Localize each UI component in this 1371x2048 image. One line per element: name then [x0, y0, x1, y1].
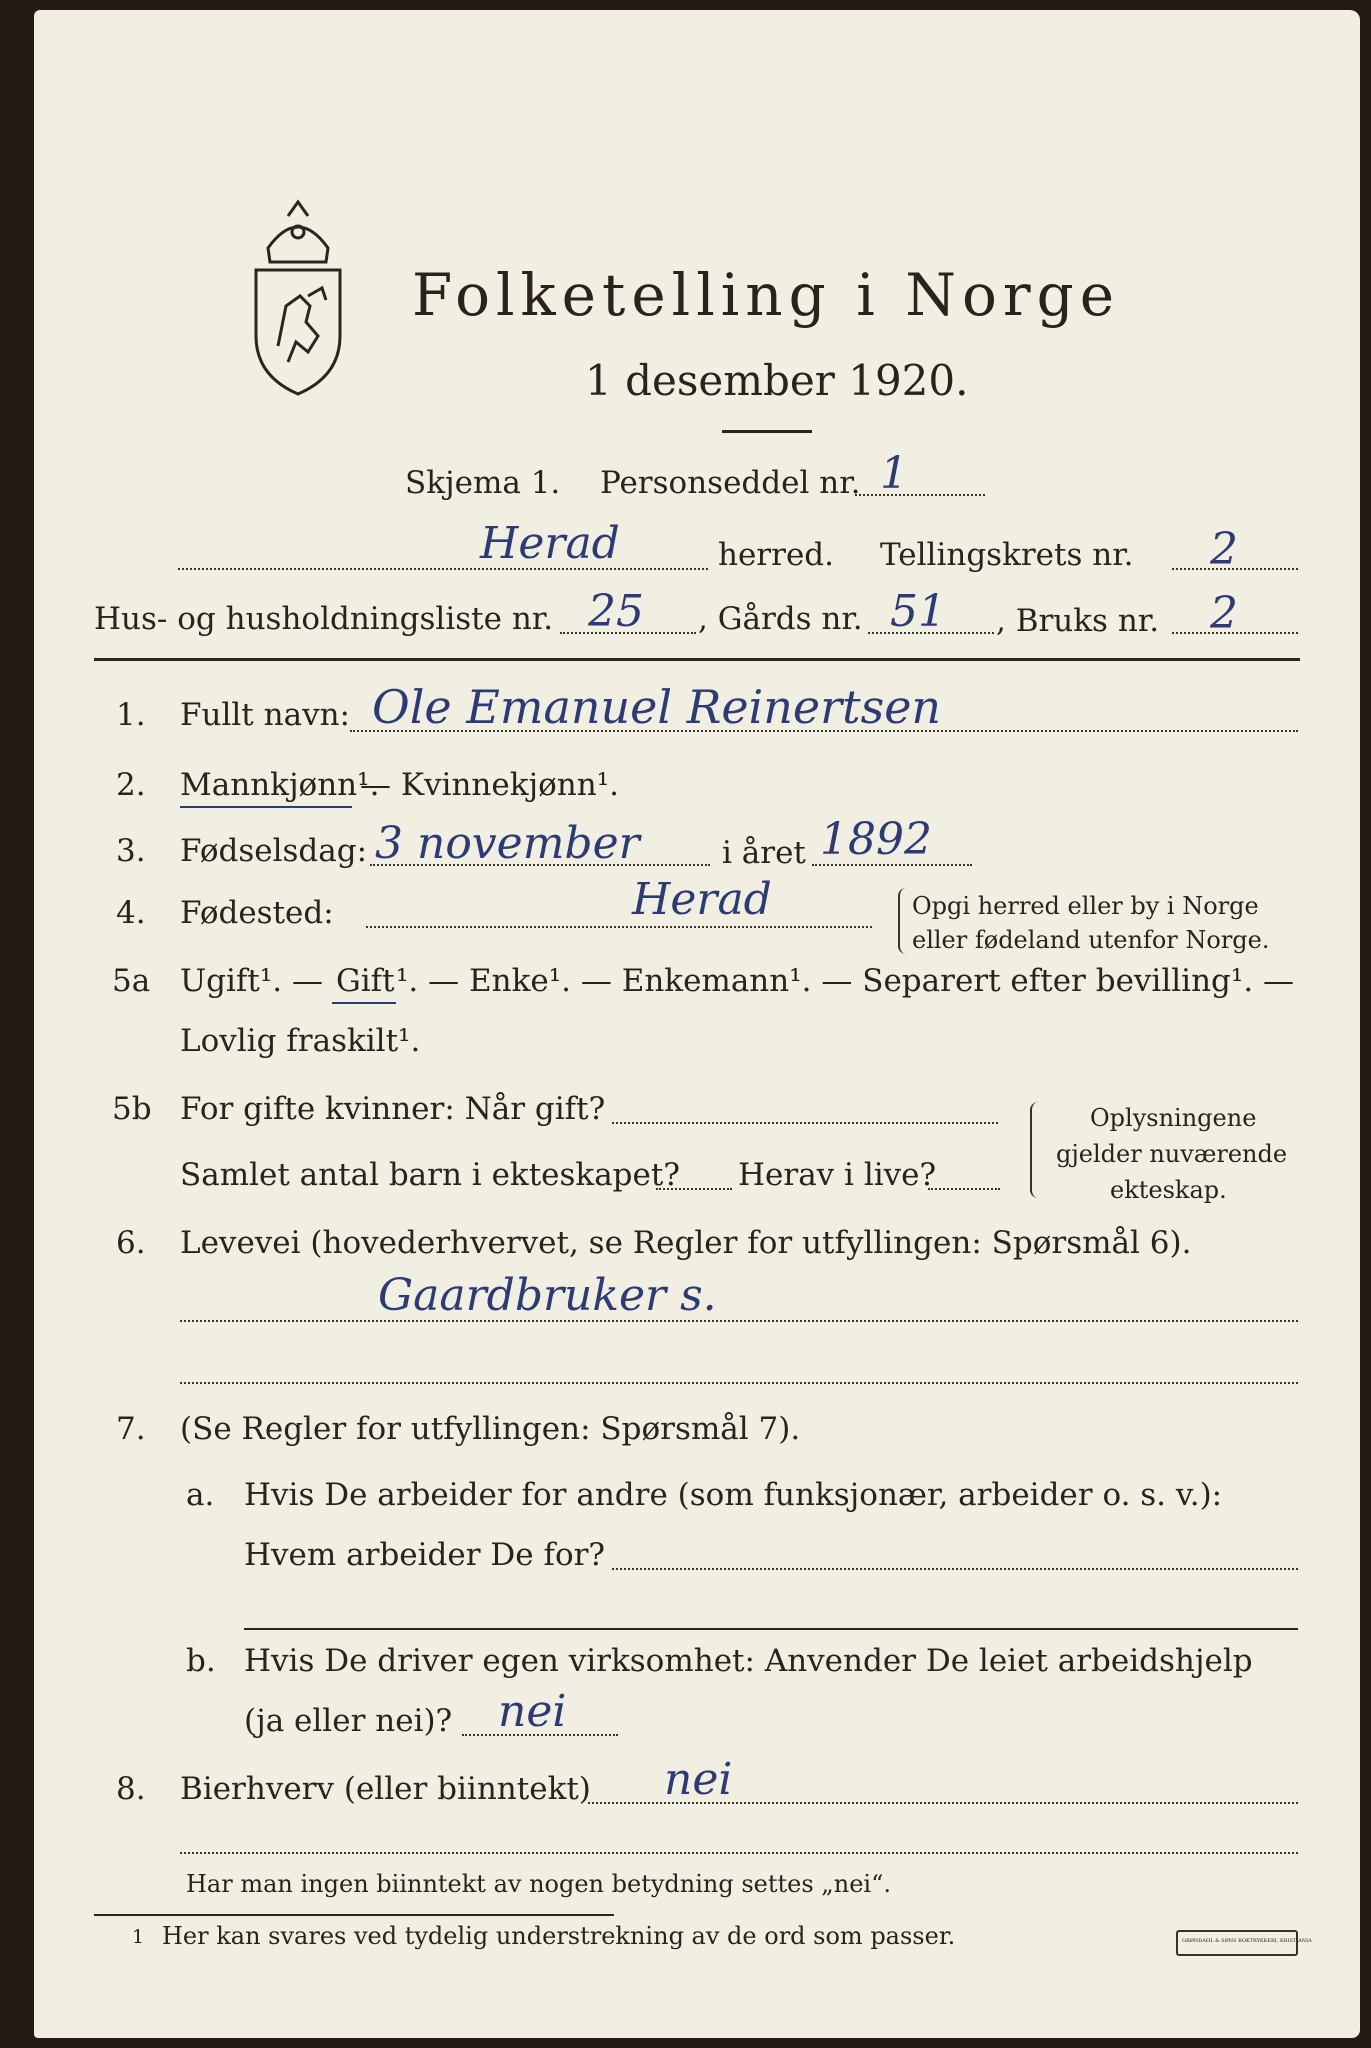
personseddel-label: Personseddel nr. — [600, 465, 861, 501]
q8-line2 — [180, 1852, 1298, 1854]
q2-mann-underline — [180, 806, 352, 808]
tellingskrets-label: Tellingskrets nr. — [880, 537, 1134, 573]
q7-number: 7. — [116, 1411, 146, 1447]
census-date: 1 desember 1920. — [585, 356, 969, 405]
birth-year-value: 1892 — [820, 814, 932, 865]
q5b-note1: Oplysningene — [1090, 1104, 1257, 1132]
coat-of-arms-icon — [248, 196, 348, 398]
q7a-line2-dots — [612, 1568, 1298, 1570]
q8-label: Bierhverv (eller biinntekt) — [180, 1771, 591, 1807]
q5a-number: 5a — [112, 963, 151, 999]
skjema-label: Skjema 1. — [405, 465, 561, 501]
q2-rest: — Kvinnekjønn¹. — [360, 767, 619, 803]
q7-label: (Se Regler for utfyllingen: Spørsmål 7). — [180, 1411, 801, 1447]
q5b-line2b-dots — [928, 1188, 1000, 1190]
gards-value: 51 — [890, 586, 946, 637]
q5b-line2b: Herav i live? — [738, 1157, 937, 1193]
q4-note1: Opgi herred eller by i Norge — [912, 892, 1259, 920]
q7b-value: nei — [498, 1686, 567, 1737]
gards-label: , Gårds nr. — [698, 601, 863, 637]
birthplace-value: Herad — [632, 874, 772, 925]
q4-note2: eller fødeland utenfor Norge. — [912, 926, 1270, 954]
q7b-number: b. — [186, 1643, 216, 1679]
q4-label: Fødested: — [180, 895, 334, 931]
q7a-line1: Hvis De arbeider for andre (som funksjonær, arbeider o. s. v.): — [244, 1477, 1223, 1513]
side-income-value: nei — [664, 1754, 733, 1805]
footnote-number: 1 — [132, 1926, 145, 1948]
occupation-value: Gaardbruker s. — [378, 1270, 717, 1321]
husliste-label: Hus- og husholdningsliste nr. — [94, 601, 554, 637]
q6-line1 — [180, 1320, 1298, 1322]
q7b-line2: (ja eller nei)? — [244, 1703, 453, 1739]
q5b-line1: For gifte kvinner: Når gift? — [180, 1091, 606, 1127]
herred-value: Herad — [480, 518, 620, 569]
q1-label: Fullt navn: — [180, 697, 350, 733]
personseddel-line — [855, 494, 985, 496]
q7a-number: a. — [186, 1477, 215, 1513]
q5b-note3: ekteskap. — [1110, 1176, 1227, 1204]
form-title: Folketelling i Norge — [412, 261, 1121, 329]
tellingskrets-value: 2 — [1210, 524, 1238, 575]
q5a-rest: ¹. — Enke¹. — Enkemann¹. — Separert efter bevilling¹. — — [396, 963, 1295, 999]
q5b-brace — [1030, 1102, 1040, 1198]
q4-line — [366, 926, 872, 928]
q5a-ugift: Ugift¹. — — [180, 963, 323, 999]
q3-year-label: i året — [722, 835, 806, 871]
bruks-value: 2 — [1210, 588, 1238, 639]
q3-number: 3. — [116, 833, 146, 869]
q7b-line1: Hvis De driver egen virksomhet: Anvender De leiet arbeidshjelp — [244, 1643, 1253, 1679]
q5b-line2a: Samlet antal barn i ekteskapet? — [180, 1157, 680, 1193]
q5a-line2: Lovlig fraskilt¹. — [180, 1023, 421, 1059]
q8-number: 8. — [116, 1771, 146, 1807]
herred-line — [178, 568, 708, 570]
q2-mann: Mannkjønn¹. — [180, 767, 380, 803]
herred-label: herred. — [718, 537, 834, 573]
q1-number: 1. — [116, 697, 146, 733]
full-name-value: Ole Emanuel Reinertsen — [372, 680, 942, 734]
printer-stamp-text: GRØNDAHL & SØNS BOKTRYKKERI, KRISTIANIA — [1182, 1938, 1312, 1944]
personseddel-value: 1 — [880, 448, 908, 499]
husliste-value: 25 — [588, 586, 644, 637]
q7a-line2: Hvem arbeider De for? — [244, 1537, 606, 1573]
header-rule — [94, 658, 1300, 661]
footer-note: Har man ingen biinntekt av nogen betydning settes „nei“. — [186, 1870, 891, 1898]
q6-number: 6. — [116, 1225, 146, 1261]
bruks-label: , Bruks nr. — [996, 603, 1160, 639]
footnote-text: Her kan svares ved tydelig understrekning av de ord som passer. — [162, 1922, 956, 1950]
q6-line2 — [180, 1382, 1298, 1384]
q4-number: 4. — [116, 895, 146, 931]
q5b-line2a-dots — [656, 1188, 732, 1190]
q6-label: Levevei (hovederhvervet, se Regler for utfyllingen: Spørsmål 6). — [180, 1225, 1192, 1261]
q5b-number: 5b — [112, 1091, 152, 1127]
q5b-note2: gjelder nuværende — [1056, 1140, 1288, 1168]
footnote-rule — [94, 1914, 614, 1916]
birthday-value: 3 november — [375, 818, 640, 869]
q5a-gift-underline — [332, 1002, 396, 1004]
q5a-gift: Gift — [336, 963, 395, 999]
q4-brace — [898, 888, 906, 954]
q5b-line1-dots — [612, 1122, 998, 1124]
q7a-line3 — [244, 1628, 1298, 1630]
q3-label: Fødselsdag: — [180, 833, 368, 869]
printer-stamp — [1176, 1930, 1312, 1956]
q2-number: 2. — [116, 767, 146, 803]
title-divider — [722, 430, 812, 433]
